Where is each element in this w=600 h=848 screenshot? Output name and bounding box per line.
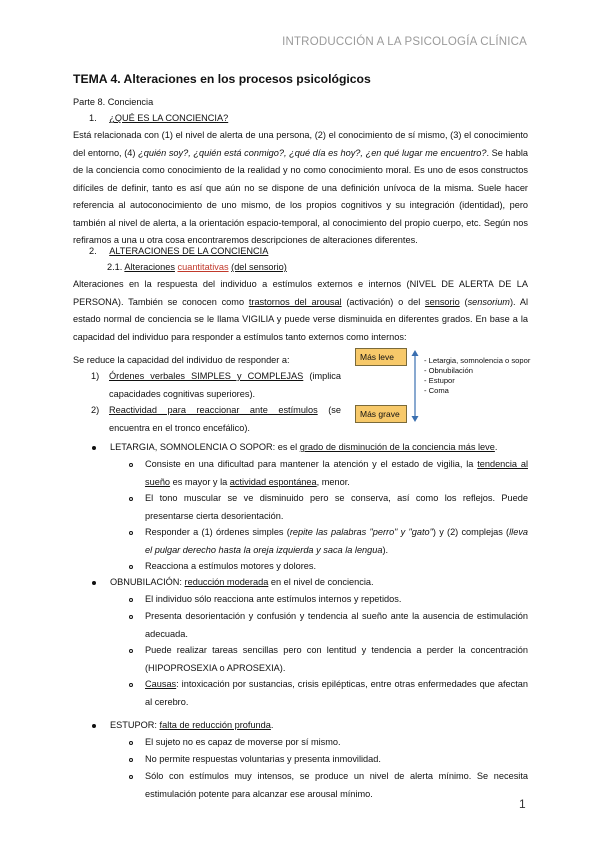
letargia-item-1-u1: tendencia al sueño (145, 459, 528, 487)
s2-text-d: ). Al estado normal de conciencia se le llama VIGILIA y puede verse disminuida en diferentes grados. En base a la capacidad del individuo para responder a estímulos tanto externos como internos: (73, 296, 529, 342)
obnub-item-1: El individuo sólo reacciona ante estímulos internos y repetidos. (145, 594, 402, 604)
subsection-word-c: (del sensorio) (231, 262, 287, 272)
bullet-dot (92, 724, 96, 728)
estupor-item-2: No permite respuestas voluntarias y presenta inmovilidad. (145, 754, 381, 764)
letargia-item-3-i1: repite las palabras "perro" y "gato" (289, 527, 433, 537)
s2-italic-sensorium: sensorium (467, 296, 510, 307)
subsection-number: 2.1. (107, 262, 123, 272)
severity-arrow (410, 350, 420, 422)
section-2-heading (89, 243, 268, 261)
sub-bullet (129, 683, 133, 687)
obnub-item-3: Puede realizar tareas sencillas pero con lentitud y tendencia a perder la concentración (HIPOPROSEXIA o APROSEXIA). (145, 645, 528, 673)
severity-item-estupor: - Estupor (424, 376, 455, 385)
s1-text-b: . Se habla de la conciencia como conocimiento de la realidad y no como conocimiento moral. Es uno de esos constructos difíciles de definir, tanto es así que aún no se dispone de una definición unívoca de la misma. Suele hacer referencia al autoconocimiento de uno mismo, de los propios cognitivos y su integración (identidad), pero también al nivel de alerta, a la orientación espacio-temporal, al conocimiento del propio cuerpo, etc. Según nos refiramos a una u otra cosa encontraremos descripciones de alteraciones diferentes. (73, 147, 528, 245)
s1-text-italic: ¿quién soy?, ¿quién está conmigo?, ¿qué día es hoy?, ¿en qué lugar me encuentro? (138, 147, 487, 158)
bullet-dot (92, 581, 96, 585)
letargia-item-3-i2: lleva el pulgar derecho hasta la oreja izquierda y saca la lengua (145, 527, 529, 555)
s2-underline-sensorio: sensorio (425, 296, 460, 307)
severity-box-mild: Más leve (355, 348, 407, 366)
letargia-item-1-a: Consiste en una dificultad para mantener la atención y el estado de vigilia, la (145, 459, 478, 469)
reduce-item-1 (91, 368, 341, 403)
s2-text-c: ( (459, 296, 468, 307)
severity-list (424, 356, 534, 396)
obnub-lead-underline: reducción moderada (184, 577, 269, 587)
severity-item-obnubilacion: - Obnubilación (424, 366, 473, 375)
letargia-lead (110, 439, 530, 457)
section-1-number: 1. (89, 113, 97, 123)
subsection-word-quantitative: cuantitativas (177, 262, 229, 272)
obnub-item-2: Presenta desorientación y confusión y tendencia al sueño ante la ausencia de estimulación adecuada. (145, 611, 528, 639)
s2-underline-arousal: trastornos del arousal (248, 296, 342, 307)
letargia-item-3-c: ). (382, 544, 389, 555)
section-1-paragraph (73, 127, 528, 250)
s1-text-a: Está relacionada con (1) el nivel de alerta de una persona, (2) el conocimiento de sí mismo, (3) el conocimiento del entorno, (4) (73, 130, 528, 158)
estupor-lead-end: . (270, 720, 274, 730)
letargia-item-1 (145, 456, 528, 491)
letargia-item-3 (145, 524, 528, 559)
reduce-intro: Se reduce la capacidad del individuo de responder a: (73, 355, 290, 365)
document-title: TEMA 4. Alteraciones en los procesos psicológicos (73, 72, 371, 86)
estupor-lead (110, 717, 530, 735)
section-1-title: ¿QUÉ ES LA CONCIENCIA? (109, 113, 229, 123)
section-2-title: ALTERACIONES DE LA CONCIENCIA (109, 246, 269, 256)
page-number: 1 (519, 797, 526, 811)
reduce-item-2 (91, 402, 341, 437)
sub-bullet (129, 758, 133, 762)
reduce-item-2-number: 2) (91, 405, 100, 415)
letargia-lead-underline: grado de disminución de la conciencia más leve (299, 442, 495, 452)
bullet-dot (92, 446, 96, 450)
letargia-item-1-u2: actividad espontánea (229, 476, 317, 487)
letargia-item-3-a: Responder a (1) órdenes simples ( (145, 527, 290, 537)
sub-bullet (129, 741, 133, 745)
estupor-item-3: Sólo con estímulos muy intensos, se produce un nivel de alerta mínimo. Se necesita estimulación potente para alcanzar ese arousal mínimo. (145, 771, 528, 799)
letargia-item-1-b: es mayor y la (170, 476, 230, 487)
running-header: INTRODUCCIÓN A LA PSICOLOGÍA CLÍNICA (282, 36, 527, 48)
subsection-word-a: Alteraciones (124, 262, 175, 272)
sub-bullet (129, 463, 133, 467)
sub-bullet (129, 565, 133, 569)
letargia-item-4: Reacciona a estímulos motores y dolores. (145, 561, 317, 571)
s2-text-b: (activación) o del (341, 296, 426, 307)
letargia-lead-end: . (494, 442, 498, 452)
letargia-item-2: El tono muscular se ve disminuido pero se conserva, así como los reflejos. Puede presentarse cierta desorientación. (145, 493, 528, 521)
s2-text-a: Alteraciones en la respuesta del individuo a estímulos externos e internos (NIVEL DE ALERTA DE LA PERSONA). También se conocen como (73, 279, 528, 307)
sub-bullet (129, 615, 133, 619)
sub-bullet (129, 598, 133, 602)
sub-bullet (129, 531, 133, 535)
reduce-item-1-underline: Órdenes verbales SIMPLES y COMPLEJAS (109, 371, 304, 381)
severity-item-coma: - Coma (424, 386, 449, 395)
subsection-2-1-heading (107, 259, 287, 277)
severity-item-letargia: - Letargia, somnolencia o sopor (424, 356, 531, 365)
part-label: Parte 8. Conciencia (73, 97, 154, 107)
sub-bullet (129, 649, 133, 653)
obnub-lead (110, 574, 530, 592)
reduce-item-2-underline: Reactividad para reaccionar ante estímulos (109, 405, 318, 415)
estupor-lead-underline: falta de reducción profunda (159, 720, 271, 730)
sub-bullet (129, 497, 133, 501)
reduce-item-1-rest: (implica capacidades cognitivas superiores). (109, 371, 342, 399)
section-1-heading (89, 110, 228, 128)
section-2-paragraph (73, 276, 528, 346)
obnub-item-4 (145, 676, 528, 711)
obnub-lead-end: en el nivel de conciencia. (268, 577, 374, 587)
letargia-item-1-c: , menor. (316, 476, 350, 487)
reduce-item-2-rest: (se encuentra en el tronco encefálico). (109, 405, 341, 433)
estupor-lead-text: ESTUPOR: (110, 720, 160, 730)
letargia-lead-text: LETARGIA, SOMNOLENCIA O SOPOR: es el (110, 442, 300, 452)
sub-bullet (129, 775, 133, 779)
estupor-item-1: El sujeto no es capaz de moverse por sí mismo. (145, 737, 341, 747)
letargia-item-3-b: ) y (2) complejas ( (432, 527, 510, 537)
severity-box-severe: Más grave (355, 405, 407, 423)
obnub-item-4-rest: : intoxicación por sustancias, crisis epilépticas, entre otras enfermedades que afectan al cerebro. (145, 679, 528, 707)
reduce-item-1-number: 1) (91, 371, 100, 381)
section-2-number: 2. (89, 246, 97, 256)
obnub-lead-text: OBNUBILACIÓN: (110, 577, 185, 587)
obnub-item-4-underline: Causas (145, 679, 177, 689)
